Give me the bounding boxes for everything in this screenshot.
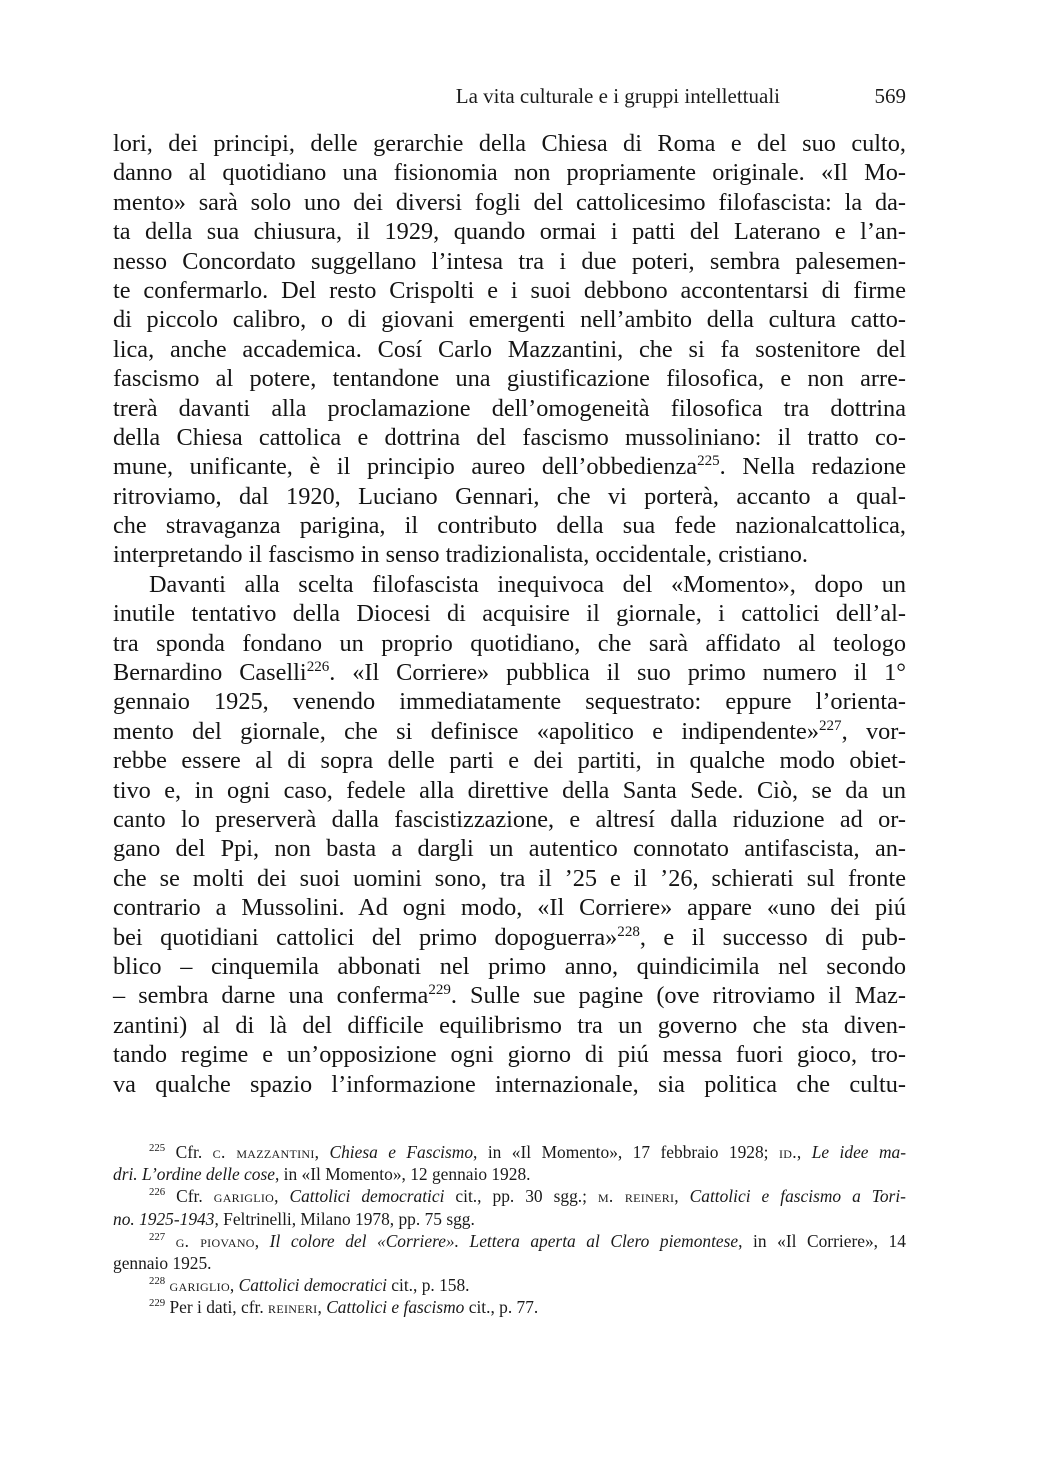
footnote-228 (113, 1274, 906, 1296)
author-name: gariglio (169, 1275, 230, 1296)
body-text (113, 129, 906, 1099)
text-line: gennaio 1925, venendo immediatamente sequestrato: eppure l’orienta- (113, 688, 906, 716)
footnote-225 (113, 1141, 906, 1185)
text-line: zantini) al di là del difficile equilibrismo tra un governo che sta diven- (113, 1011, 906, 1039)
text-line (113, 452, 906, 481)
author-name: reineri (268, 1297, 318, 1318)
footnote-text: , (229, 1275, 235, 1296)
footnote-text: cit., pp. 30 sgg.; (455, 1186, 587, 1207)
text-segment: , vor- (841, 717, 906, 745)
footnotes (113, 1141, 906, 1319)
text-line: canto lo preserverà dalla fascistizzazione, e altresí dalla riduzione ad or- (113, 805, 906, 833)
footnote-text: cit., p. 158. (391, 1275, 470, 1296)
footnote-line (113, 1163, 906, 1185)
text-line: contrario a Mussolini. Ad ogni modo, «Il Corriere» appare «uno dei piú (113, 894, 906, 922)
footnote-line (113, 1185, 906, 1207)
footnote-ref[interactable]: 228 (617, 923, 640, 940)
text-line: tivo e, in ogni caso, fedele alla direttive della Santa Sede. Ciò, se da un (113, 776, 906, 804)
work-title: Chiesa e Fascismo (329, 1142, 474, 1162)
footnote-text: Cfr. (176, 1186, 203, 1207)
text-segment: , e il successo di pub- (639, 923, 906, 951)
footnote-number: 227 (149, 1230, 166, 1243)
work-title: Cattolici e fascismo a Tori- (689, 1186, 906, 1207)
footnote-text: , in «Il Corriere», 14 (738, 1230, 906, 1251)
text-line: lica, anche accademica. Cosí Carlo Mazzantini, che si fa sostenitore del (113, 335, 906, 363)
running-title: La vita culturale e i gruppi intellettuali (455, 84, 780, 108)
text-line: tando regime e un’opposizione ogni giorno di piú messa fuori gioco, tro- (113, 1041, 906, 1069)
footnote-ref[interactable]: 225 (697, 453, 720, 470)
text-segment: bei quotidiani cattolici del primo dopoguerra» (113, 923, 618, 951)
work-title: Cattolici democratici (289, 1186, 445, 1207)
text-line: di piccolo calibro, o di giovani emergenti nell’ambito della cultura catto- (113, 306, 906, 334)
footnote-text: , (274, 1186, 279, 1207)
text-line: nesso Concordato suggellano l’intesa tra i due poteri, sembra palesemen- (113, 247, 906, 275)
text-segment: Bernardino Caselli (113, 659, 307, 687)
text-line: gano del Ppi, non basta a dargli un autentico connotato antifascista, an- (113, 835, 906, 863)
text-segment: mune, unificante, è il principio aureo dell’obbedienza (113, 453, 698, 481)
text-line: va qualche spazio l’informazione internazionale, sia politica che cultu- (113, 1070, 906, 1098)
footnote-ref[interactable]: 226 (306, 658, 330, 675)
footnote-227 (113, 1230, 906, 1274)
work-title: dri. L’ordine delle cose (113, 1164, 275, 1185)
footnote-line (113, 1230, 906, 1252)
footnote-ref[interactable]: 227 (819, 717, 842, 734)
text-segment: . «Il Corriere» pubblica il suo primo numero il 1° (329, 659, 906, 687)
text-line: fascismo al potere, tentandone una giustificazione filosofica, e non arre- (113, 365, 906, 393)
text-line: ta della sua chiusura, il 1929, quando ormai i patti del Laterano e l’an- (113, 218, 906, 246)
footnote-text: , (796, 1142, 802, 1162)
footnote-line (113, 1141, 906, 1163)
author-name: gariglio (213, 1186, 275, 1207)
work-title: Cattolici democratici (238, 1275, 387, 1296)
author-name: g. piovano (175, 1230, 255, 1251)
footnote-226 (113, 1185, 906, 1229)
text-line: trerà davanti alla proclamazione dell’omogeneità filosofica tra dottrina (113, 394, 906, 422)
text-line (113, 981, 906, 1010)
text-line: Davanti alla scelta filofascista inequivoca del «Momento», dopo un (149, 570, 906, 598)
footnote-number: 225 (149, 1142, 166, 1155)
footnote-text: Per i dati, cfr. (169, 1297, 264, 1318)
text-segment: mento del giornale, che si definisce «apolitico e indipendente» (113, 717, 819, 745)
author-name: c. mazzantini (212, 1142, 315, 1162)
text-line: ritroviamo, dal 1920, Luciano Gennari, che vi porterà, accanto a qual- (113, 482, 906, 510)
footnote-text: , Feltrinelli, Milano 1978, pp. 75 sgg. (214, 1208, 475, 1229)
text-line: te confermarlo. Del resto Crispolti e i suoi debbono accontentarsi di firme (113, 276, 906, 304)
text-line: mento» sarà solo uno dei diversi fogli del cattolicesimo filofascista: la da- (113, 188, 906, 216)
page-number: 569 (874, 84, 906, 108)
text-line: blico – cinquemila abbonati nel primo anno, quindicimila nel secondo (113, 952, 906, 980)
footnote-line (113, 1296, 906, 1318)
footnote-number: 228 (149, 1275, 166, 1288)
footnote-text: , in «Il Momento», 17 febbraio 1928; (473, 1142, 769, 1162)
text-line: che se molti dei suoi uomini sono, tra il ’25 e il ’26, schierati sul fronte (113, 864, 906, 892)
footnote-text: , (674, 1186, 679, 1207)
footnote-line (113, 1274, 906, 1296)
footnote-text: cit., p. 77. (468, 1297, 539, 1318)
text-line: lori, dei principi, delle gerarchie della Chiesa di Roma e del suo culto, (113, 130, 906, 157)
footnote-text: , (314, 1142, 320, 1162)
text-line: danno al quotidiano una fisionomia non propriamente originale. «Il Mo- (113, 159, 906, 187)
work-title: Il colore del «Corriere». Lettera aperta al Clero piemontese (269, 1230, 739, 1251)
footnote-text: gennaio 1925. (113, 1252, 212, 1273)
work-title: Cattolici e fascismo (326, 1297, 465, 1318)
text-line: tra sponda fondano un proprio quotidiano, che sarà affidato al teologo (113, 629, 906, 657)
author-name: m. reineri (597, 1186, 675, 1207)
footnote-line (113, 1208, 906, 1230)
text-line: interpretando il fascismo in senso tradizionalista, occidentale, cristiano. (113, 541, 808, 569)
author-name: id. (778, 1142, 797, 1162)
footnote-line (113, 1252, 906, 1274)
text-segment: . Nella redazione (719, 453, 906, 481)
work-title: no. 1925-1943 (113, 1208, 215, 1229)
text-line: della Chiesa cattolica e dottrina del fascismo mussoliniano: il tratto co- (113, 423, 906, 451)
footnote-number: 226 (149, 1186, 166, 1199)
text-line (113, 923, 906, 952)
text-line (113, 658, 906, 687)
text-line: inutile tentativo della Diocesi di acquisire il giornale, i cattolici dell’al- (113, 600, 906, 628)
footnote-229 (113, 1296, 906, 1318)
footnote-text: , in «Il Momento», 12 gennaio 1928. (274, 1164, 531, 1185)
text-line (113, 717, 906, 746)
text-line: rebbe essere al di sopra delle parti e dei partiti, in qualche modo obiet- (113, 747, 906, 775)
footnote-text: Cfr. (175, 1142, 203, 1162)
running-head (113, 84, 906, 114)
footnote-number: 229 (149, 1297, 166, 1310)
footnote-ref[interactable]: 229 (428, 982, 451, 999)
footnote-text: , (254, 1230, 260, 1251)
text-segment: . Sulle sue pagine (ove ritroviamo il Maz- (450, 982, 906, 1010)
text-segment: – sembra darne una conferma (113, 982, 429, 1010)
work-title: Le idee ma- (811, 1142, 906, 1162)
footnote-text: , (317, 1297, 322, 1318)
text-line: che stravaganza parigina, il contributo della sua fede nazionalcattolica, (113, 512, 906, 540)
